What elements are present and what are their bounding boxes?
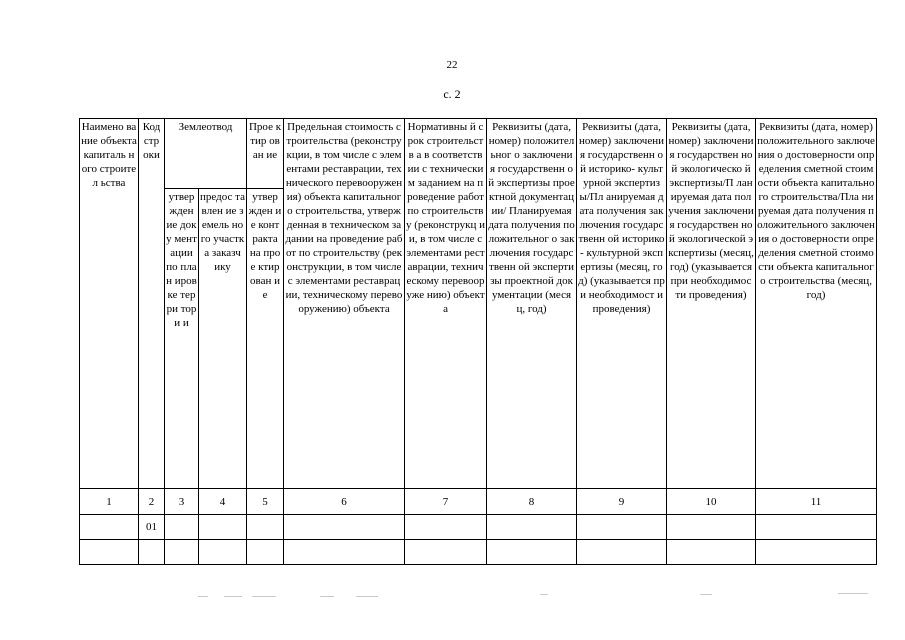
header-construction-term: Нормативны й срок строительств а в соответствии с техническим заданием на проведение работ по строительств у (реконструкц ии, в том числе с элементами реставрации, техническому перевооруже нию) объекта — [405, 119, 487, 489]
table-cell — [577, 540, 667, 565]
scan-noise — [838, 593, 868, 594]
table-cell — [80, 515, 139, 540]
table-cell — [247, 515, 284, 540]
report-table — [79, 118, 877, 565]
header-land-provision: предос тавлен ие земель ного участк а заказч ику — [199, 189, 247, 489]
table-cell — [165, 540, 199, 565]
column-number: 5 — [247, 489, 284, 515]
column-number: 4 — [199, 489, 247, 515]
scan-noise — [356, 596, 378, 597]
header-state-expertise: Реквизиты (дата, номер) положительног о заключения государственн ой экспертизы проектной документации/ Планируемая дата получения положительног о заключения государственн ой экспертизы проектной документации (месяц, год) — [487, 119, 577, 489]
column-number: 3 — [165, 489, 199, 515]
scan-noise — [198, 596, 208, 597]
header-object-name: Наимено вание объекта капиталь ного строител ьства — [80, 119, 139, 489]
header-planning-approval: утвер жден ие доку мент ации по план иров ке терри тори и — [165, 189, 199, 489]
column-number: 11 — [756, 489, 877, 515]
header-design: Прое ктир ован ие — [247, 119, 284, 189]
table-cell — [667, 540, 756, 565]
page-number: 22 — [446, 59, 458, 71]
header-contract-approval: утвер жден ие конт ракта на прое ктир ован ие — [247, 189, 284, 489]
column-numbers-row — [80, 489, 877, 515]
column-number: 2 — [139, 489, 165, 515]
table-cell — [284, 540, 405, 565]
table-cell — [199, 515, 247, 540]
header-line-code: Код стр оки — [139, 119, 165, 489]
table-cell — [487, 540, 577, 565]
column-number: 8 — [487, 489, 577, 515]
table-row — [80, 515, 877, 540]
column-number: 6 — [284, 489, 405, 515]
table-cell — [487, 515, 577, 540]
table-cell — [577, 515, 667, 540]
table-cell — [284, 515, 405, 540]
scan-noise — [224, 596, 242, 597]
table-cell — [80, 540, 139, 565]
column-number: 10 — [667, 489, 756, 515]
table-cell — [667, 515, 756, 540]
header-land-allocation: Землеотвод — [165, 119, 247, 189]
header-ecological-expertise: Реквизиты (дата, номер) заключения государствен ной экологическо й экспертизы/П ланируемая дата получения заключения государствен ной экологической экспертизы (месяц, год) (указывается при необходимос ти проведения) — [667, 119, 756, 489]
header-cost-reliability: Реквизиты (дата, номер) положительного заключения о достоверности определения сметной стоимости объекта капитального строительства/Пла нируемая дата получения положительного заключения о достоверности определения сметной стоимости объекта капитального строительства (месяц, год) — [756, 119, 877, 489]
column-number: 1 — [80, 489, 139, 515]
scan-noise — [700, 594, 712, 595]
table-cell — [165, 515, 199, 540]
header-historical-expertise: Реквизиты (дата, номер) заключения государственн ой историко- культурной экспертизы/Пл анируемая дата получения заключения государственн ой историко- культурной экспертизы (месяц, год) (указывается при необходимост и проведения) — [577, 119, 667, 489]
header-row-1 — [80, 119, 877, 189]
column-number: 7 — [405, 489, 487, 515]
header-max-cost: Предельная стоимость строительства (реконструкции, в том числе с элементами реставрации, технического перевооружения) объекта капитального строительства, утвержденная в техническом задании на проведение работ по строительству (реконструкции, в том числе с элементами реставрации, техническому перевооружению) объекта — [284, 119, 405, 489]
table-cell — [199, 540, 247, 565]
table-cell — [756, 515, 877, 540]
table-cell — [405, 540, 487, 565]
column-number: 9 — [577, 489, 667, 515]
table-cell — [247, 540, 284, 565]
table-cell — [405, 515, 487, 540]
page-subtitle: с. 2 — [443, 87, 461, 101]
scan-noise — [540, 594, 548, 595]
table-row — [80, 540, 877, 565]
row-code — [139, 540, 165, 565]
table-cell — [756, 540, 877, 565]
scan-noise — [252, 596, 276, 597]
row-code: 01 — [139, 515, 165, 540]
scan-noise — [320, 596, 334, 597]
